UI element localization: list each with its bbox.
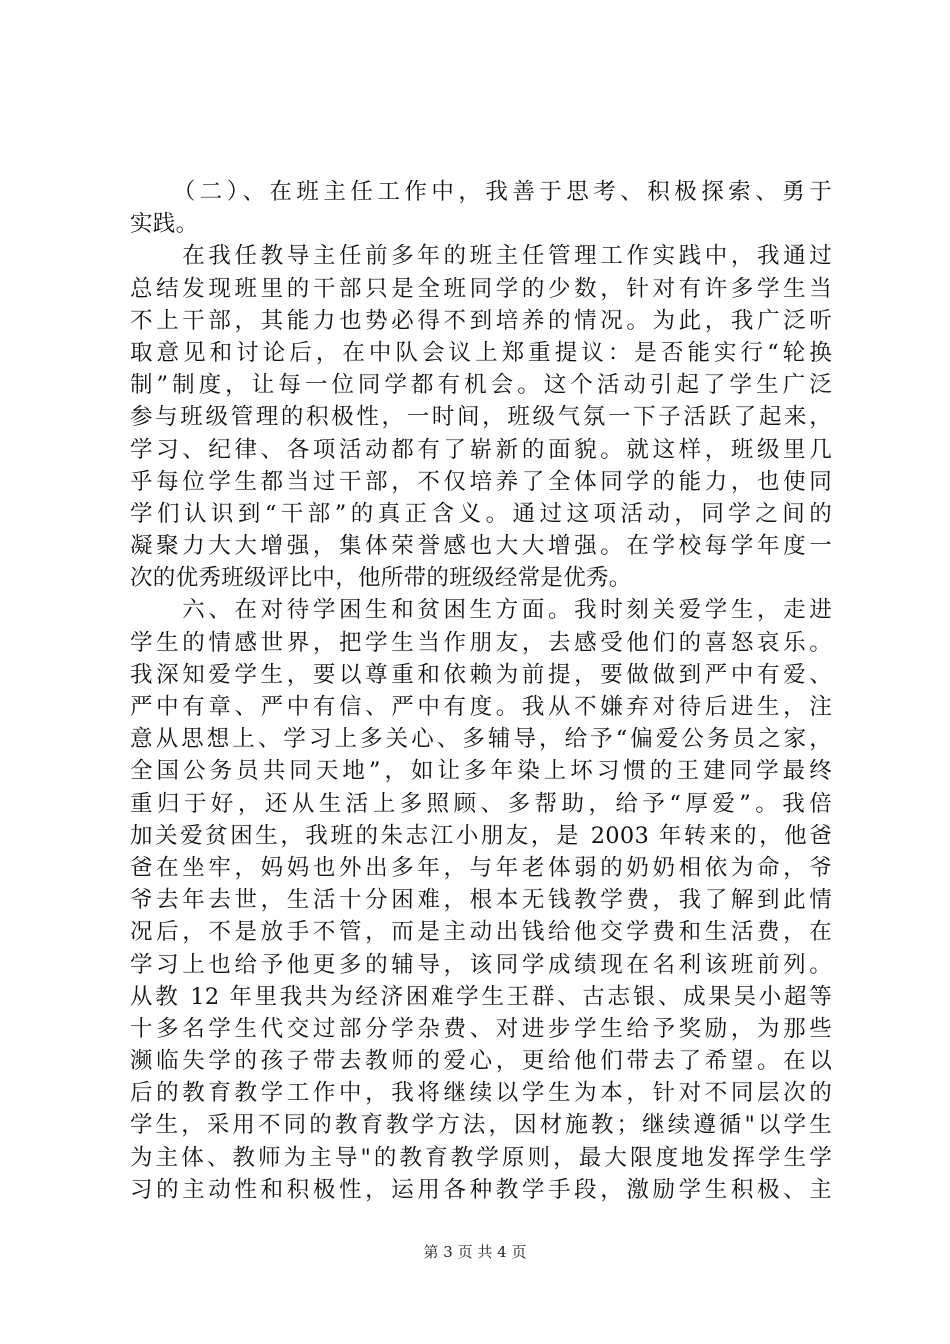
text-line: 总结发现班里的干部只是全班同学的少数，针对有许多学生当 xyxy=(130,275,832,302)
document-body xyxy=(130,176,832,1206)
text-line: 爸在坐牢，妈妈也外出多年，与年老体弱的奶奶相依为命，爷 xyxy=(130,854,832,881)
text-line: 严中有章、严中有信、严中有度。我从不嫌弃对待后进生，注 xyxy=(130,694,832,720)
text-line: 习的主动性和积极性，运用各种教学手段，激励学生积极、主 xyxy=(130,1176,832,1203)
text-line: 制”制度，让每一位同学都有机会。这个活动引起了学生广泛 xyxy=(130,372,832,399)
text-line: （二）、在班主任工作中，我善于思考、积极探索、勇于 xyxy=(130,179,832,205)
text-line: 从教 12 年里我共为经济困难学生王群、古志银、成果吴小超等 xyxy=(130,983,832,1010)
text-line: 六、在对待学困生和贫困生方面。我时刻关爱学生，走进 xyxy=(130,597,832,624)
text-line: 我深知爱学生，要以尊重和依赖为前提，要做做到严中有爱、 xyxy=(130,661,832,688)
text-line: 不上干部，其能力也势必得不到培养的情况。为此，我广泛听 xyxy=(130,307,832,334)
text-line: 参与班级管理的积极性，一时间，班级气氛一下子活跃了起来， xyxy=(130,404,832,431)
text-line: 重归于好，还从生活上多照顾、多帮助，给予“厚爱”。我倍 xyxy=(130,790,832,817)
text-line: 学习上也给予他更多的辅导，该同学成绩现在名利该班前列。 xyxy=(130,951,832,978)
text-line: 学生的情感世界，把学生当作朋友，去感受他们的喜怒哀乐。 xyxy=(130,629,832,656)
text-line: 濒临失学的孩子带去教师的爱心，更给他们带去了希望。在以 xyxy=(130,1048,832,1075)
text-line: 加关爱贫困生，我班的朱志江小朋友，是 2003 年转来的，他爸 xyxy=(130,822,832,849)
text-line: 学们认识到“干部”的真正含义。通过这项活动，同学之间的 xyxy=(130,500,832,527)
text-line: 取意见和讨论后，在中队会议上郑重提议：是否能实行“轮换 xyxy=(130,339,832,366)
text-line: 后的教育教学工作中，我将继续以学生为本，针对不同层次的 xyxy=(130,1080,832,1107)
text-line: 在我任教导主任前多年的班主任管理工作实践中，我通过 xyxy=(130,243,832,270)
text-line: 凝聚力大大增强，集体荣誉感也大大增强。在学校每学年度一 xyxy=(130,533,832,560)
text-line: 全国公务员共同天地”，如让多年染上坏习惯的王建同学最终 xyxy=(130,758,832,785)
text-line: 实践。 xyxy=(130,211,199,238)
text-line: 乎每位学生都当过干部，不仅培养了全体同学的能力，也使同 xyxy=(130,468,832,495)
text-line: 十多名学生代交过部分学杂费、对进步学生给予奖励，为那些 xyxy=(130,1015,832,1042)
text-line: 况后，不是放手不管，而是主动出钱给他交学费和生活费，在 xyxy=(130,919,832,946)
text-line: 为主体、教师为主导"的教育教学原则，最大限度地发挥学生学 xyxy=(130,1144,832,1171)
text-line: 学习、纪律、各项活动都有了崭新的面貌。就这样，班级里几 xyxy=(130,436,832,463)
text-line: 学生，采用不同的教育教学方法，因材施教；继续遵循"以学生 xyxy=(130,1112,832,1139)
text-line: 意从思想上、学习上多关心、多辅导，给予“偏爱公务员之家， xyxy=(130,726,832,753)
page-footer: 第 3 页 共 4 页 xyxy=(423,1243,527,1261)
text-line: 爷去年去世，生活十分困难，根本无钱教学费，我了解到此情 xyxy=(130,887,832,914)
text-line: 次的优秀班级评比中，他所带的班级经常是优秀。 xyxy=(130,565,632,592)
